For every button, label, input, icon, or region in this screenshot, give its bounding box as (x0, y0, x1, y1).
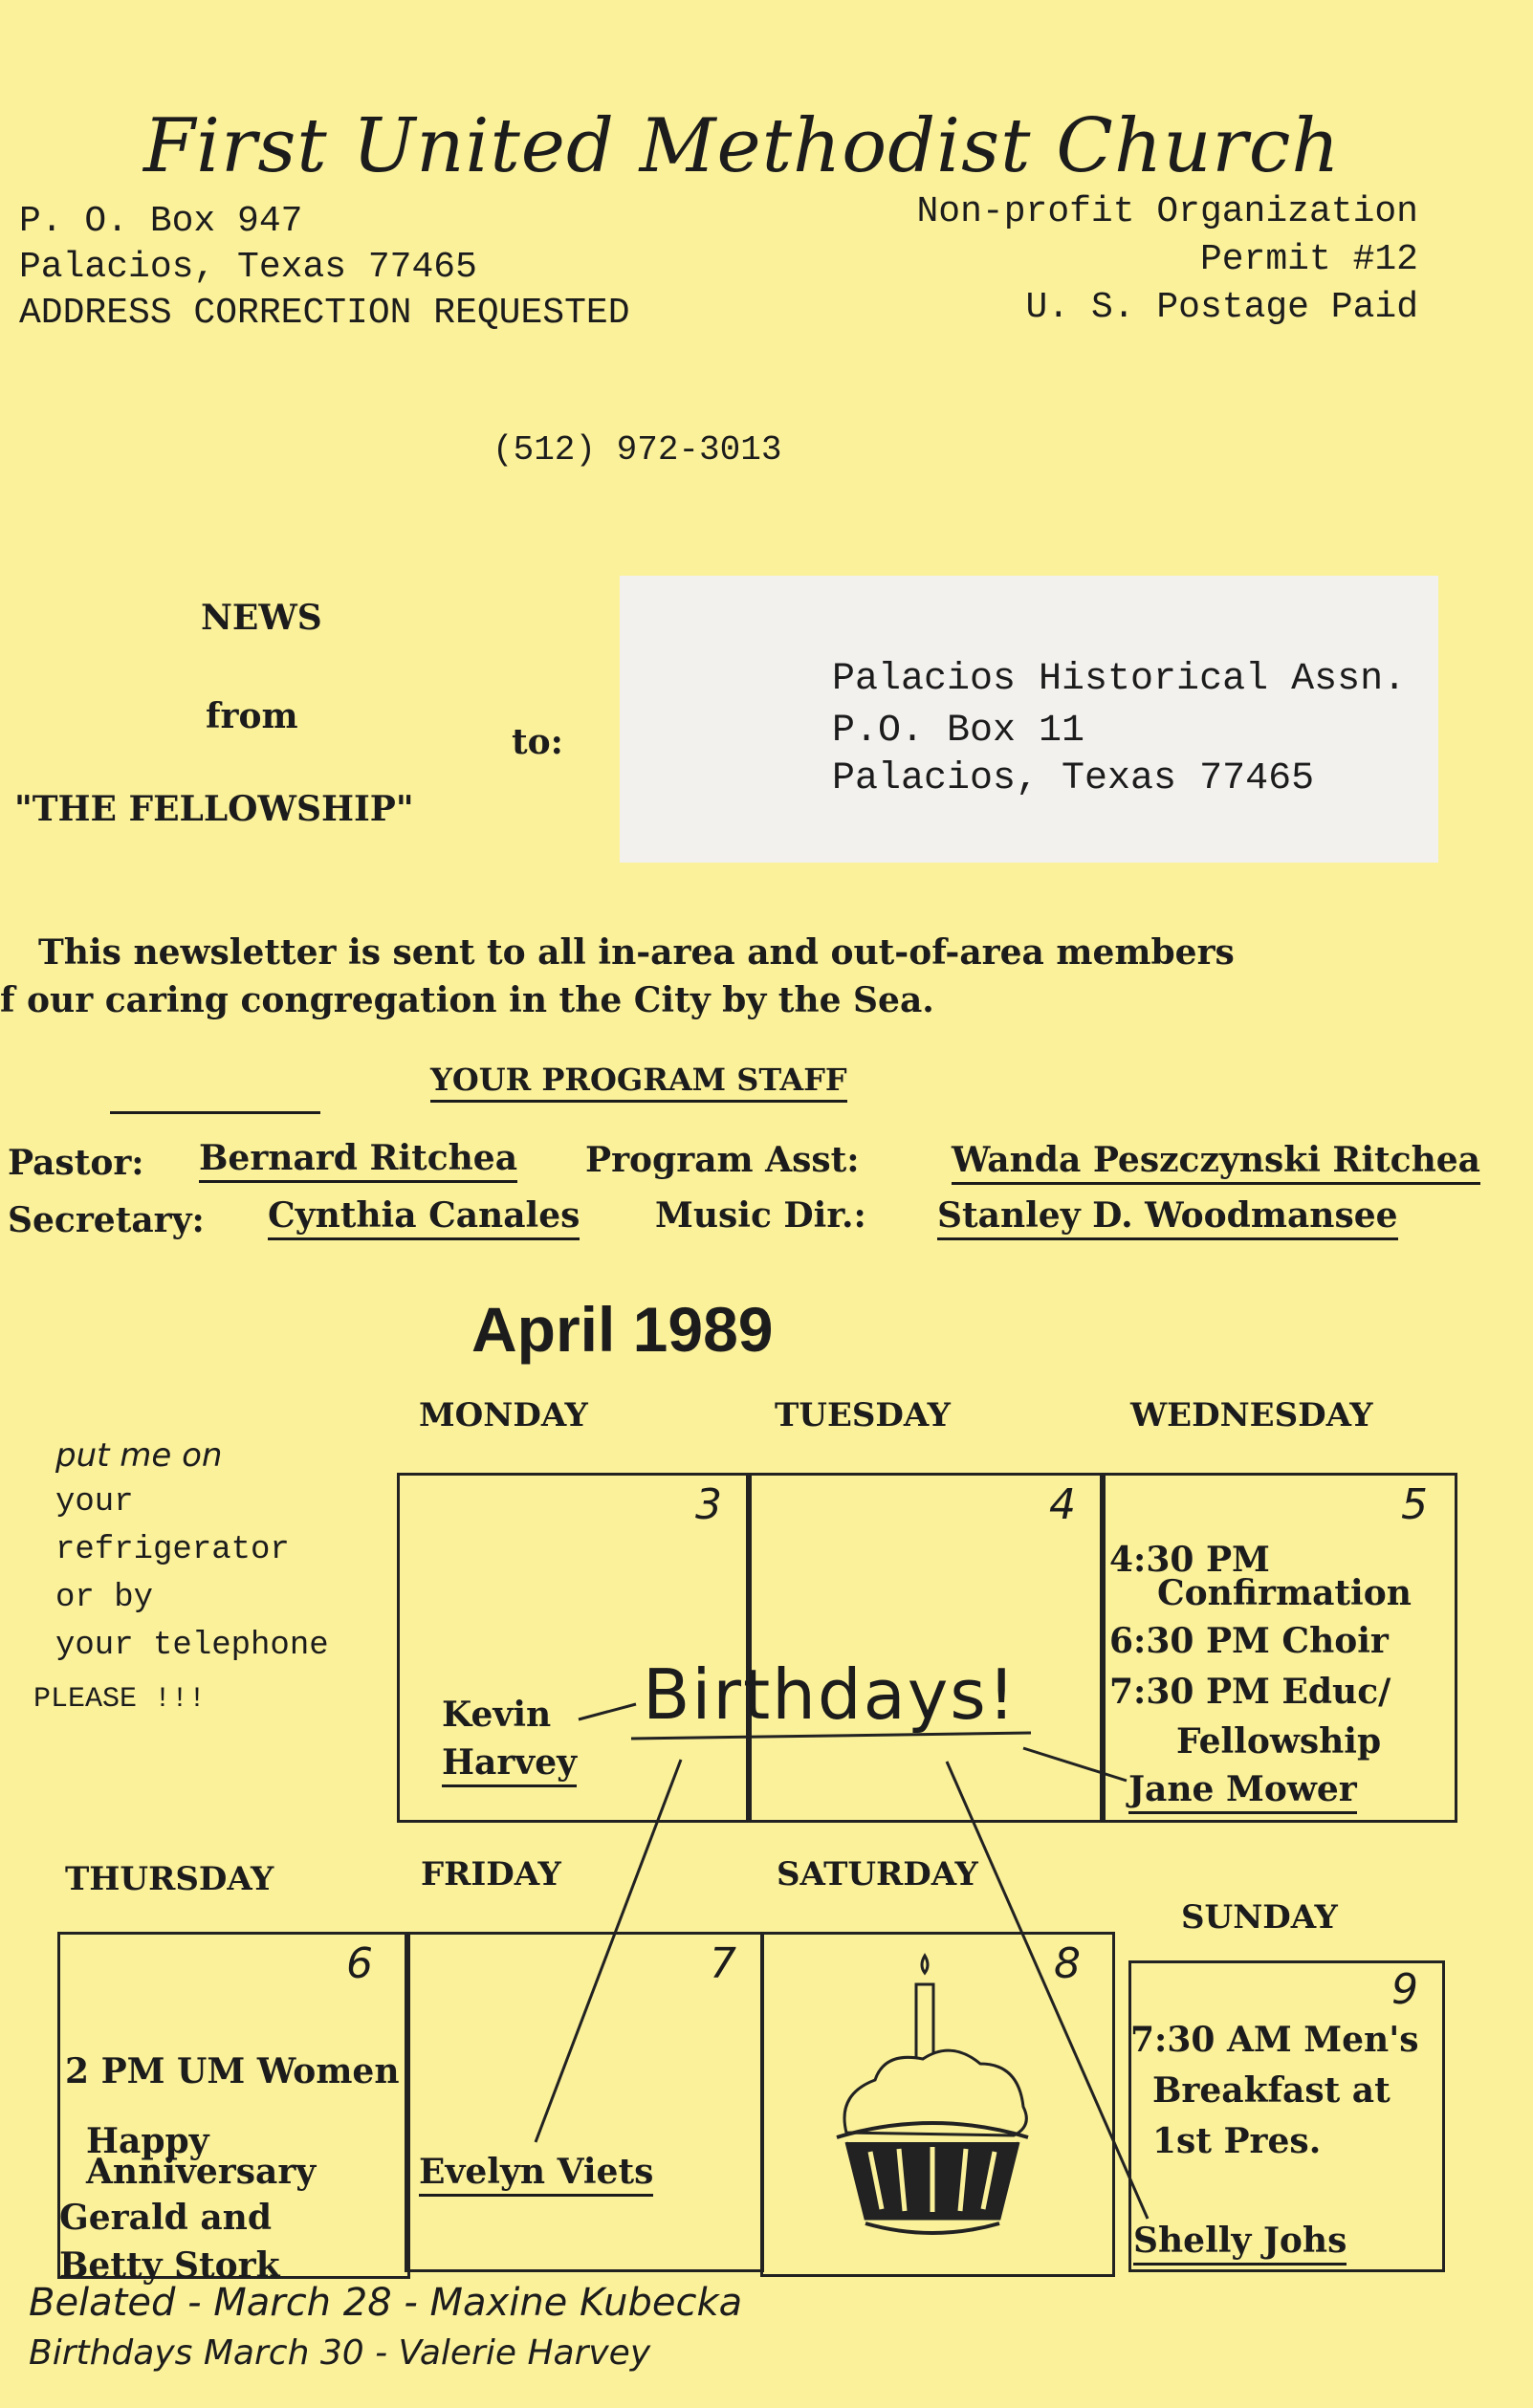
notice-line-2: f our caring congregation in the City by the Sea. (0, 980, 934, 1020)
fridge-note-3: refrigerator (55, 1532, 290, 1568)
date-3: 3 (695, 1480, 722, 1529)
wed-birthday: Jane Mower (1128, 1769, 1357, 1814)
mon-birthday-2: Harvey (442, 1742, 577, 1787)
asst-label: Program Asst: (585, 1140, 860, 1180)
day-tuesday: TUESDAY (775, 1396, 951, 1434)
thu-event-1: 2 PM UM Women (65, 2051, 400, 2091)
phone-number: (512) 972-3013 (493, 430, 782, 470)
fridge-note-5: your telephone (55, 1628, 329, 1664)
postal-line-2: Permit #12 (1199, 239, 1418, 280)
pastor-label: Pastor: (8, 1143, 144, 1183)
label-line-3: Palacios, Texas 77465 (832, 757, 1315, 800)
sun-event-1: 7:30 AM Men's (1130, 2020, 1419, 2060)
belated-line-2: Birthdays March 30 - Valerie Harvey (29, 2333, 651, 2373)
belated-line-1: Belated - March 28 - Maxine Kubecka (29, 2281, 743, 2325)
pastor-name: Bernard Ritchea (199, 1138, 517, 1183)
fridge-note-1: put me on (55, 1436, 223, 1475)
date-8: 8 (1054, 1939, 1081, 1988)
day-monday: MONDAY (419, 1396, 588, 1434)
day-sunday: SUNDAY (1181, 1898, 1338, 1937)
secretary-label: Secretary: (8, 1200, 205, 1240)
thu-event-2: Happy (86, 2121, 209, 2161)
birthdays-banner: Birthdays! (643, 1654, 1018, 1735)
sun-event-3: 1st Pres. (1152, 2121, 1322, 2161)
address-line-1: P. O. Box 947 (19, 201, 303, 242)
secretary-name: Cynthia Canales (268, 1195, 580, 1240)
notice-line-1: This newsletter is sent to all in-area and out-of-area members (38, 932, 1235, 973)
music-label: Music Dir.: (655, 1195, 866, 1236)
wed-event-4: 7:30 PM Educ/ (1109, 1672, 1391, 1712)
address-line-2: Palacios, Texas 77465 (19, 247, 477, 288)
wed-event-2: Confirmation (1157, 1573, 1412, 1613)
day-friday: FRIDAY (421, 1855, 561, 1894)
music-name: Stanley D. Woodmansee (937, 1195, 1398, 1240)
thu-event-5: Betty Stork (59, 2245, 280, 2286)
church-title: First United Methodist Church (143, 103, 1341, 189)
thu-event-4: Gerald and (59, 2198, 272, 2238)
date-9: 9 (1391, 1965, 1418, 2014)
from-text: from (206, 696, 298, 736)
thu-event-3: Anniversary (86, 2152, 317, 2192)
day-wednesday: WEDNESDAY (1130, 1396, 1373, 1434)
calendar-month: April 1989 (471, 1294, 774, 1365)
address-correction: ADDRESS CORRECTION REQUESTED (19, 293, 630, 334)
label-line-2: P.O. Box 11 (832, 710, 1085, 753)
date-6: 6 (346, 1939, 373, 1988)
date-5: 5 (1401, 1480, 1428, 1529)
news-text: NEWS (201, 598, 322, 638)
fridge-note-2: your (55, 1484, 134, 1521)
fri-birthday: Evelyn Viets (419, 2152, 653, 2197)
to-text: to: (512, 722, 563, 762)
wed-event-1: 4:30 PM (1109, 1540, 1270, 1580)
day-thursday: THURSDAY (65, 1860, 274, 1898)
fellowship-text: "THE FELLOWSHIP" (14, 789, 414, 829)
label-line-1: Palacios Historical Assn. (832, 658, 1407, 701)
day-saturday: SATURDAY (777, 1855, 978, 1894)
sun-birthday: Shelly Johs (1133, 2221, 1347, 2266)
postal-line-1: Non-profit Organization (916, 191, 1418, 232)
fridge-note-4: or by (55, 1580, 154, 1616)
mon-birthday-1: Kevin (442, 1695, 552, 1735)
fridge-note-6: PLEASE !!! (33, 1683, 207, 1716)
postal-line-3: U. S. Postage Paid (1025, 287, 1418, 328)
sun-event-2: Breakfast at (1152, 2070, 1391, 2111)
asst-name: Wanda Peszczynski Ritchea (952, 1140, 1480, 1185)
date-4: 4 (1049, 1480, 1076, 1529)
wed-event-5: Fellowship (1176, 1721, 1382, 1762)
date-7: 7 (710, 1939, 736, 1988)
staff-heading: YOUR PROGRAM STAFF (430, 1062, 847, 1103)
wed-event-3: 6:30 PM Choir (1109, 1621, 1389, 1661)
